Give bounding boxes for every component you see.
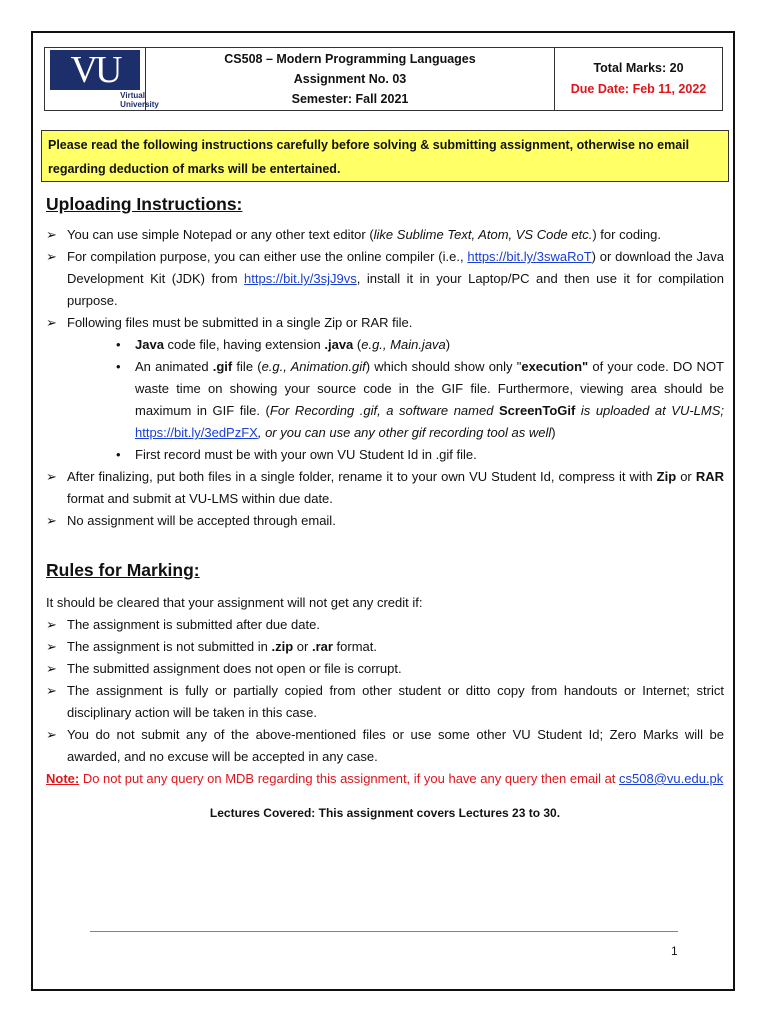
text-segment: of your code. DO NOT waste time on showing your source code in the GIF file. Furthermore, viewing area should be maximum in GIF file. ( [135,359,725,418]
text-segment: execution" [521,359,589,374]
arrow-bullet-icon: ➢ [46,683,57,698]
rules-intro: It should be cleared that your assignment will not get any credit if: [46,595,423,610]
text-segment: .zip [271,639,294,654]
text-segment: The assignment is submitted after due date. [67,617,320,632]
list-item [46,658,724,680]
notice-box: Please read the following instructions carefully before solving & submitting assignment, otherwise no email regarding deduction of marks will be entertained. [41,130,729,182]
list-item [46,444,724,466]
text-segment: You do not submit any of the above-mentioned files or use some other VU Student Id; Zero Marks will be awarded, and no excuse will be accepted in any case. [67,727,724,764]
course-info [146,48,555,110]
note-label: Note: [46,771,80,786]
text-segment: file ( [232,359,262,374]
rules-heading: Rules for Marking: [46,560,200,580]
link[interactable]: https://bit.ly/3swaRoT [467,249,592,264]
note [46,768,724,790]
text-segment: Zip [656,469,677,484]
uploading-heading: Uploading Instructions: [46,194,243,214]
list-item [46,510,724,532]
text-segment: , install it in your Laptop/PC and then use it for compilation purpose. [67,271,724,308]
text-segment: First record must be with your own VU Student Id in .gif file. [135,447,477,462]
due-date: Due Date: Feb 11, 2022 [570,82,707,96]
text-segment: format. [332,639,378,654]
text-segment: ) [445,337,451,352]
text-segment: e.g., Main.java [361,337,446,352]
arrow-bullet-icon: ➢ [46,661,57,676]
text-segment: like Sublime Text, Atom, VS Code etc. [373,227,593,242]
text-segment: is uploaded at VU-LMS; [575,403,724,418]
assignment-number: Assignment No. 03 [293,72,407,86]
page-number: 1 [671,944,678,958]
text-segment: For Recording .gif, a software named [269,403,499,418]
text-segment: .rar [311,639,333,654]
rules-list [46,614,724,768]
lectures-covered: Lectures Covered: This assignment covers Lectures 23 to 30. [209,806,561,820]
text-segment: .gif [212,359,233,374]
vu-logo [45,48,159,110]
marks-info [555,48,722,110]
dot-bullet-icon: • [116,447,121,462]
text-segment: Java [135,337,164,352]
note-text: Do not put any query on MDB regarding this assignment, if you have any query then email at [79,771,620,786]
list-item [46,466,724,510]
text-segment: The assignment is not submitted in [67,639,272,654]
footer-line [90,931,678,932]
list-item [46,246,724,312]
content [46,190,724,824]
arrow-bullet-icon: ➢ [46,249,57,264]
list-item [46,312,724,334]
text-segment: You can use simple Notepad or any other text editor ( [67,227,374,242]
text-segment: For compilation purpose, you can either use the online compiler (i.e., [67,249,468,264]
header-table [44,47,723,111]
list-item [46,356,724,444]
logo-subtitle: Virtual University [120,90,159,109]
text-segment: ) for coding. [592,227,662,242]
link[interactable]: https://bit.ly/3edPzFX [135,425,258,440]
text-segment: , or you can use any other gif recording tool as well [257,425,552,440]
text-segment: An animated [135,359,213,374]
arrow-bullet-icon: ➢ [46,315,57,330]
dot-bullet-icon: • [116,337,121,352]
text-segment: or [676,469,696,484]
text-segment: ) which should show only " [365,359,522,374]
text-segment: ) [551,425,556,440]
list-item [46,334,724,356]
semester: Semester: Fall 2021 [291,92,409,106]
arrow-bullet-icon: ➢ [46,617,57,632]
arrow-bullet-icon: ➢ [46,639,57,654]
text-segment: After finalizing, put both files in a single folder, rename it to your own VU Student Id, compress it with [67,469,657,484]
arrow-bullet-icon: ➢ [46,727,57,742]
arrow-bullet-icon: ➢ [46,227,57,242]
list-item [46,680,724,724]
link[interactable]: https://bit.ly/3sjJ9vs [244,271,357,286]
email-link[interactable]: cs508@vu.edu.pk [619,771,724,786]
text-segment: RAR [695,469,724,484]
text-segment: ) or download the Java Development Kit (JDK) from [67,249,724,286]
list-item [46,224,724,246]
dot-bullet-icon: • [116,359,121,374]
text-segment: No assignment will be accepted through email. [67,513,336,528]
text-segment: code file, having extension [163,337,325,352]
upload-list [46,224,724,532]
text-segment: .java [324,337,354,352]
text-segment: Following files must be submitted in a single Zip or RAR file. [67,315,413,330]
list-item [46,724,724,768]
course-title: CS508 – Modern Programming Languages [224,52,476,66]
logo-mark: VU [50,50,140,90]
text-segment: The assignment is fully or partially copied from other student or ditto copy from handouts or Internet; strict disciplinary action will be taken in this case. [67,683,724,720]
text-segment: or [293,639,312,654]
arrow-bullet-icon: ➢ [46,513,57,528]
text-segment: The submitted assignment does not open or file is corrupt. [67,661,402,676]
total-marks: Total Marks: 20 [593,61,684,75]
list-item [46,614,724,636]
text-segment: ScreenToGif [499,403,576,418]
list-item [46,636,724,658]
arrow-bullet-icon: ➢ [46,469,57,484]
text-segment: format and submit at VU-LMS within due date. [67,491,333,506]
text-segment: e.g., Animation.gif [261,359,366,374]
text-segment: ( [353,337,362,352]
